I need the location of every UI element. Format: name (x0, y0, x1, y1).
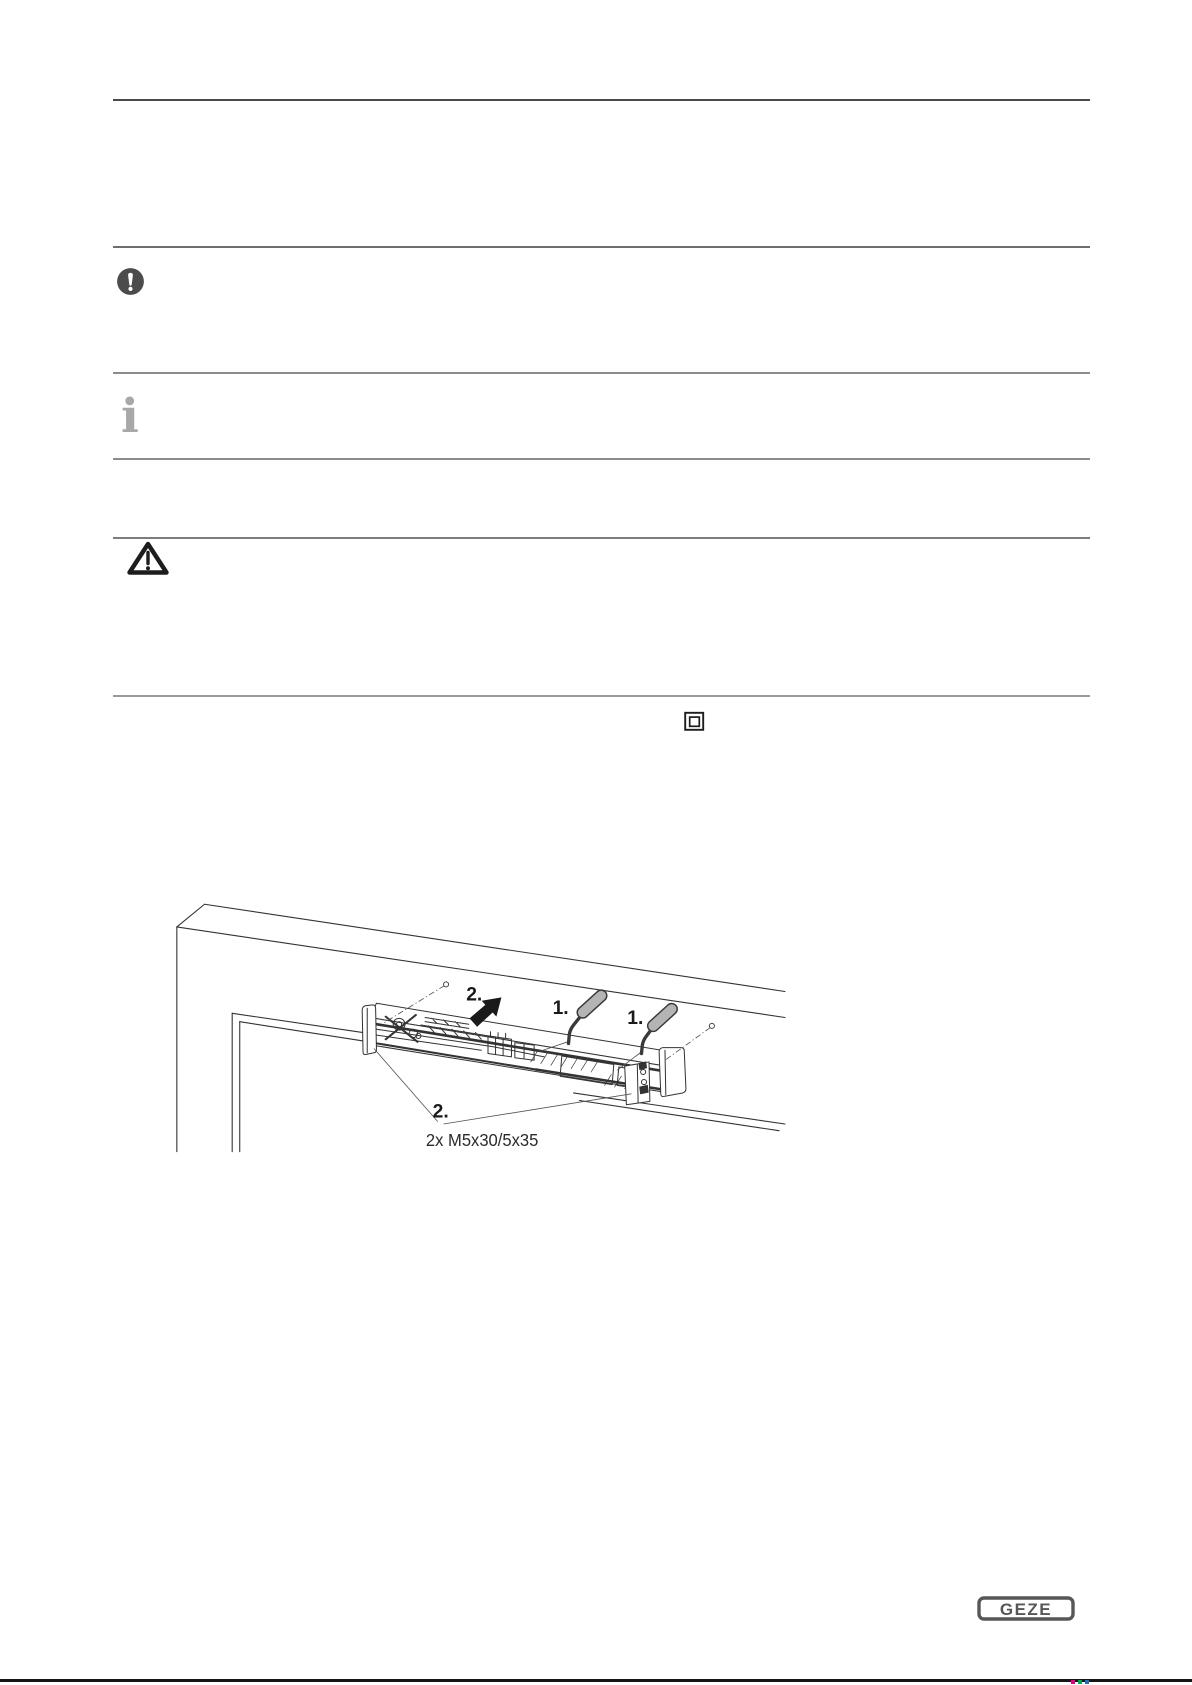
step-2-label: 2. (466, 984, 483, 1006)
separator-line (113, 99, 1090, 101)
svg-text:i: i (121, 389, 139, 439)
exclamation-circle-icon (116, 267, 145, 296)
separator-line (113, 537, 1090, 539)
step-1-label: 1. (552, 998, 569, 1020)
separator-line (113, 695, 1090, 697)
mounting-illustration (150, 850, 930, 1190)
separator-line (113, 372, 1090, 374)
step-1-label: 1. (627, 1008, 644, 1030)
separator-line (113, 246, 1090, 248)
screw-hole-marker (709, 1023, 714, 1028)
separator-line (113, 458, 1090, 460)
geze-logo (977, 1596, 1075, 1621)
double-insulation-icon (684, 711, 705, 732)
page-bottom-line (0, 1679, 1192, 1682)
allen-key-icon (641, 1009, 671, 1053)
geze-logo-text: GEZE (999, 1600, 1053, 1619)
step-2-label: 2. (432, 1101, 449, 1123)
screw-hole-marker (444, 982, 449, 987)
screw-spec-label: 2x M5x30/5x35 (425, 1129, 539, 1150)
warning-triangle-icon (126, 540, 170, 577)
info-icon (117, 389, 147, 439)
registration-marks (1070, 1679, 1092, 1685)
